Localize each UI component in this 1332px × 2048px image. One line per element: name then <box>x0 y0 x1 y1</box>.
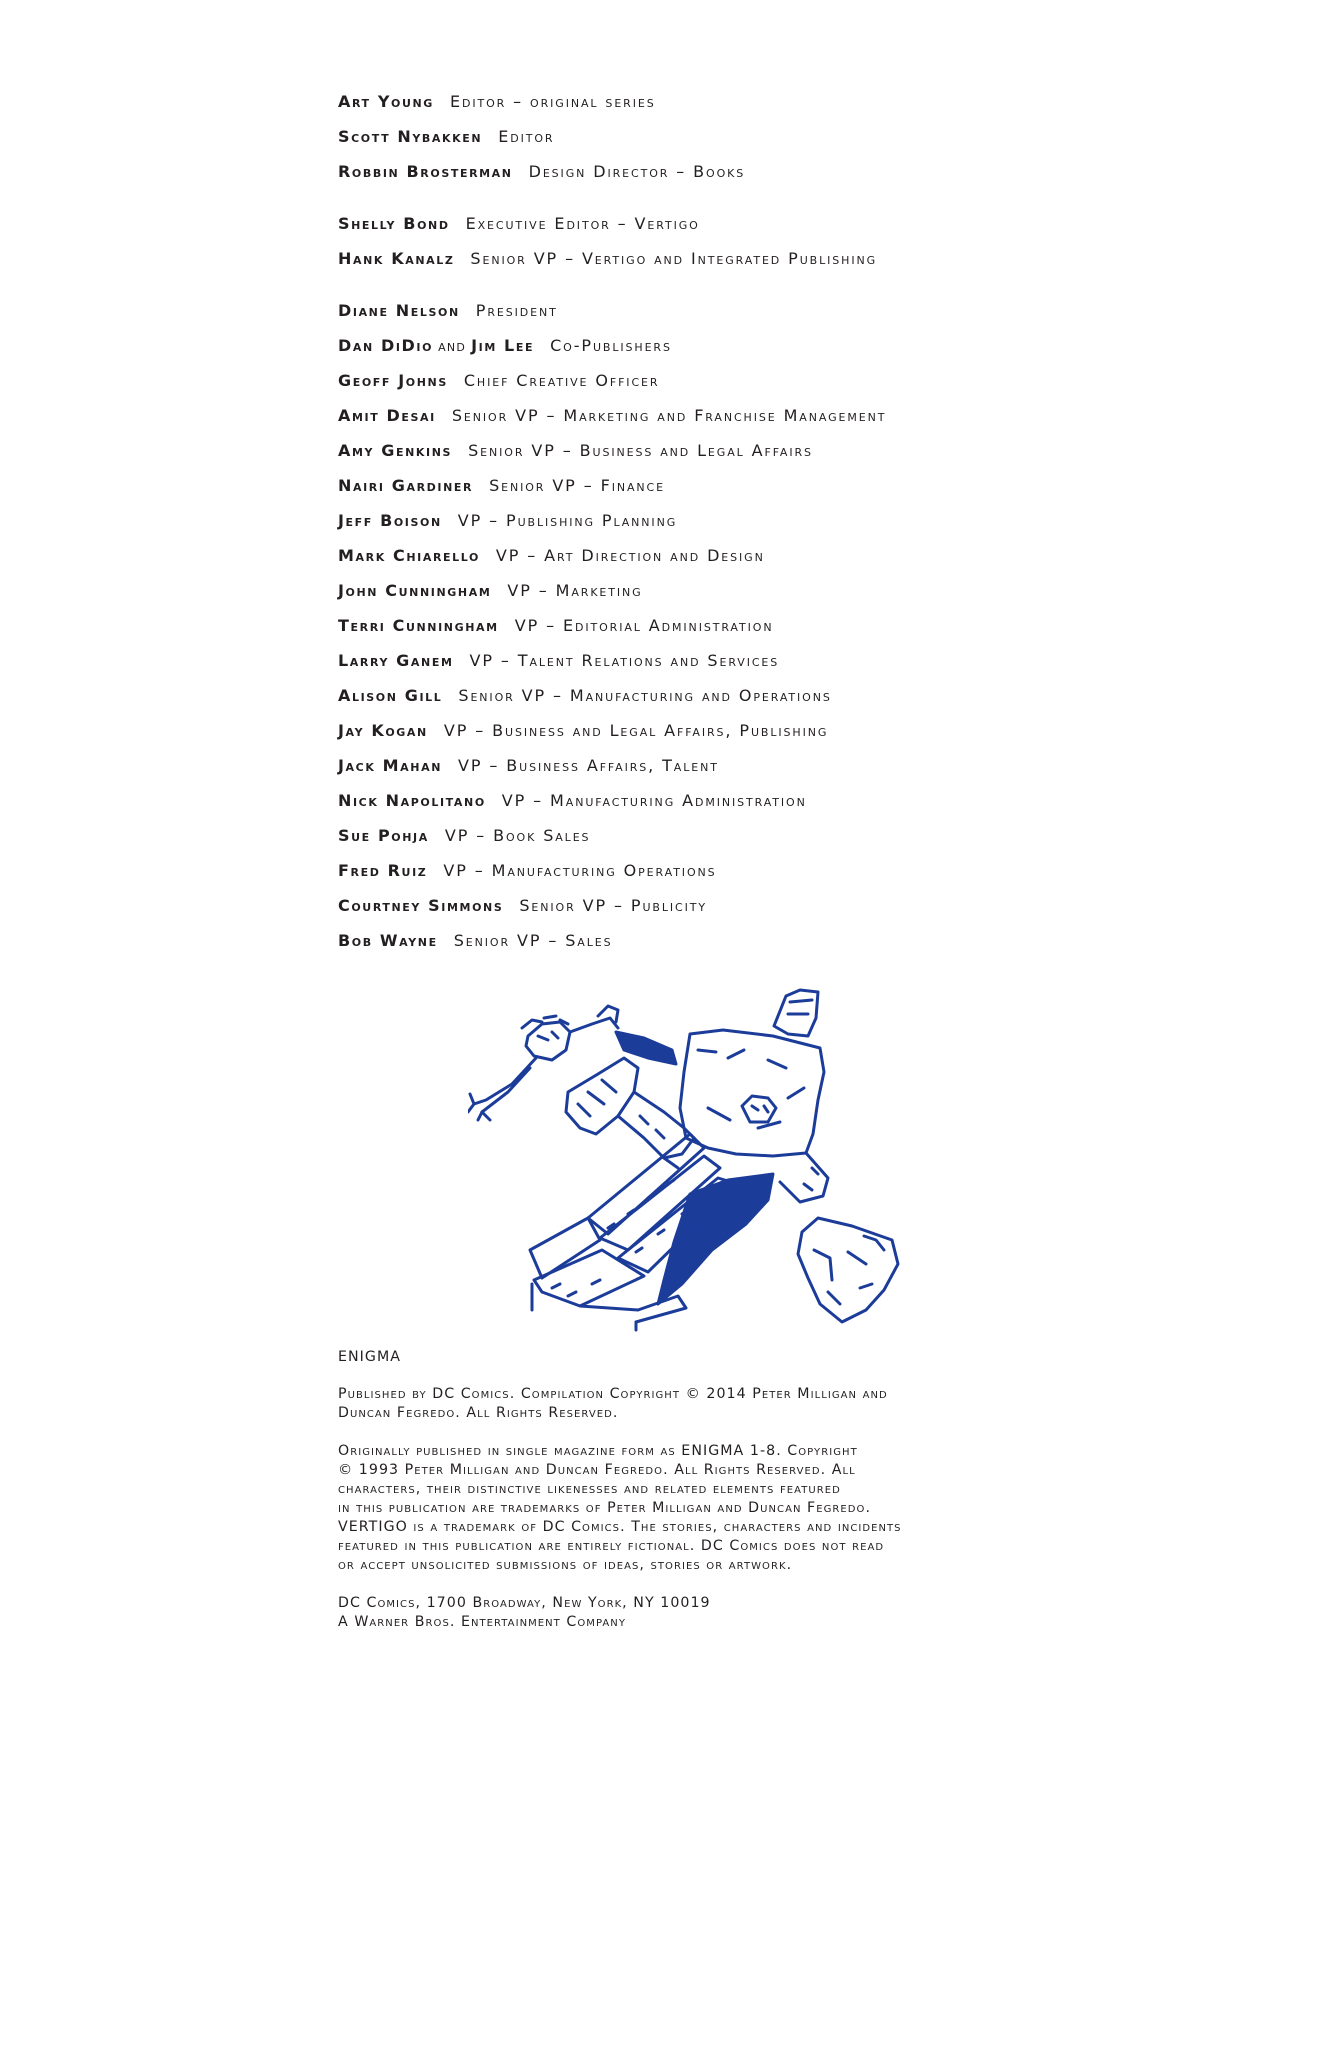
credit-name: Amy Genkins <box>338 441 453 460</box>
credit-title: VP – Manufacturing Operations <box>443 861 717 880</box>
credit-name: Dan DiDio <box>338 336 434 355</box>
credit-row <box>338 214 1098 249</box>
credit-title: Chief Creative Officer <box>463 371 660 390</box>
notice-line: featured in this publication are entirely fictional. DC Comics does not read <box>338 1538 885 1554</box>
credit-row <box>338 511 1098 546</box>
credit-row <box>338 791 1098 826</box>
credit-row <box>338 249 1098 284</box>
credit-row <box>338 336 1098 371</box>
compilation-copyright <box>338 1385 1038 1423</box>
credit-name: Courtney Simmons <box>338 896 504 915</box>
book-title: ENIGMA <box>338 1349 402 1365</box>
credit-title: Co-Publishers <box>550 336 672 355</box>
credit-title: Senior VP – Sales <box>453 931 613 950</box>
credit-title: Senior VP – Publicity <box>519 896 707 915</box>
credit-title: Senior VP – Marketing and Franchise Management <box>451 406 887 425</box>
credit-name: Art Young <box>338 92 434 111</box>
notice-line: VERTIGO is a trademark of DC Comics. The stories, characters and incidents <box>338 1519 902 1535</box>
credit-row <box>338 371 1098 406</box>
address-line: DC Comics, 1700 Broadway, New York, NY 10019 <box>338 1595 711 1611</box>
credit-joiner: and <box>438 336 466 355</box>
credit-name: Diane Nelson <box>338 301 460 320</box>
credit-name: Jeff Boison <box>338 511 442 530</box>
credit-title: Editor <box>498 127 555 146</box>
credit-row <box>338 861 1098 896</box>
credit-row <box>338 162 1098 197</box>
credit-title: VP – Manufacturing Administration <box>501 791 807 810</box>
credit-row <box>338 581 1098 616</box>
credit-row <box>338 476 1098 511</box>
credit-title: Senior VP – Finance <box>489 476 665 495</box>
credit-name: Larry Ganem <box>338 651 454 670</box>
credit-name: Scott Nybakken <box>338 127 483 146</box>
credit-name: Geoff Johns <box>338 371 448 390</box>
staff-credits <box>338 92 1098 966</box>
credit-name: Jay Kogan <box>338 721 428 740</box>
notice-line: in this publication are trademarks of Peter Milligan and Duncan Fegredo. <box>338 1500 872 1516</box>
credit-title: Executive Editor – Vertigo <box>465 214 700 233</box>
credit-row <box>338 896 1098 931</box>
compilation-line: Published by DC Comics. Compilation Copyright © 2014 Peter Milligan and <box>338 1386 888 1402</box>
credit-row <box>338 441 1098 476</box>
credit-name: Bob Wayne <box>338 931 438 950</box>
original-publication-notice <box>338 1442 1038 1575</box>
credit-title: VP – Business and Legal Affairs, Publishing <box>443 721 829 740</box>
credit-row <box>338 546 1098 581</box>
credit-title: Editor – original series <box>449 92 656 111</box>
credit-name: John Cunningham <box>338 581 492 600</box>
credit-title: VP – Editorial Administration <box>514 616 774 635</box>
credit-title: VP – Marketing <box>507 581 643 600</box>
credit-row <box>338 616 1098 651</box>
notice-line: © 1993 Peter Milligan and Duncan Fegredo. All Rights Reserved. All <box>338 1462 856 1478</box>
credit-title: VP – Book Sales <box>444 826 591 845</box>
credit-name: Alison Gill <box>338 686 443 705</box>
credit-title: Senior VP – Manufacturing and Operations <box>458 686 832 705</box>
credit-title: Senior VP – Business and Legal Affairs <box>468 441 813 460</box>
credit-name: Sue Pohja <box>338 826 429 845</box>
notice-line: Originally published in single magazine form as ENIGMA 1-8. Copyright <box>338 1443 858 1459</box>
credit-name-second: Jim Lee <box>471 336 535 355</box>
credit-name: Robbin Brosterman <box>338 162 513 181</box>
credit-name: Nairi Gardiner <box>338 476 474 495</box>
credit-row <box>338 92 1098 127</box>
credit-row <box>338 721 1098 756</box>
credit-row <box>338 127 1098 162</box>
notice-line: characters, their distinctive likenesses and related elements featured <box>338 1481 841 1497</box>
credit-row <box>338 651 1098 686</box>
publisher-address <box>338 1594 1038 1632</box>
compilation-line: Duncan Fegredo. All Rights Reserved. <box>338 1405 619 1421</box>
credit-title: VP – Publishing Planning <box>457 511 678 530</box>
credit-name: Jack Mahan <box>338 756 442 775</box>
credit-title: Senior VP – Vertigo and Integrated Publishing <box>470 249 878 268</box>
credit-title: Design Director – Books <box>528 162 746 181</box>
credit-name: Nick Napolitano <box>338 791 486 810</box>
credit-row <box>338 301 1098 336</box>
credit-name: Fred Ruiz <box>338 861 428 880</box>
credit-name: Terri Cunningham <box>338 616 499 635</box>
credit-title: President <box>475 301 558 320</box>
falling-figure-illustration <box>468 988 908 1336</box>
credit-row <box>338 931 1098 966</box>
credit-title: VP – Talent Relations and Services <box>469 651 780 670</box>
notice-line: or accept unsolicited submissions of ideas, stories or artwork. <box>338 1557 793 1573</box>
credit-name: Mark Chiarello <box>338 546 480 565</box>
credit-row <box>338 406 1098 441</box>
company-line: A Warner Bros. Entertainment Company <box>338 1614 626 1630</box>
credit-row <box>338 826 1098 861</box>
credit-name: Hank Kanalz <box>338 249 455 268</box>
credit-name: Amit Desai <box>338 406 436 425</box>
legal-notice <box>338 1348 1038 1632</box>
credit-row <box>338 756 1098 791</box>
credit-title: VP – Art Direction and Design <box>495 546 765 565</box>
credit-title: VP – Business Affairs, Talent <box>458 756 719 775</box>
credit-row <box>338 686 1098 721</box>
credit-name: Shelly Bond <box>338 214 450 233</box>
